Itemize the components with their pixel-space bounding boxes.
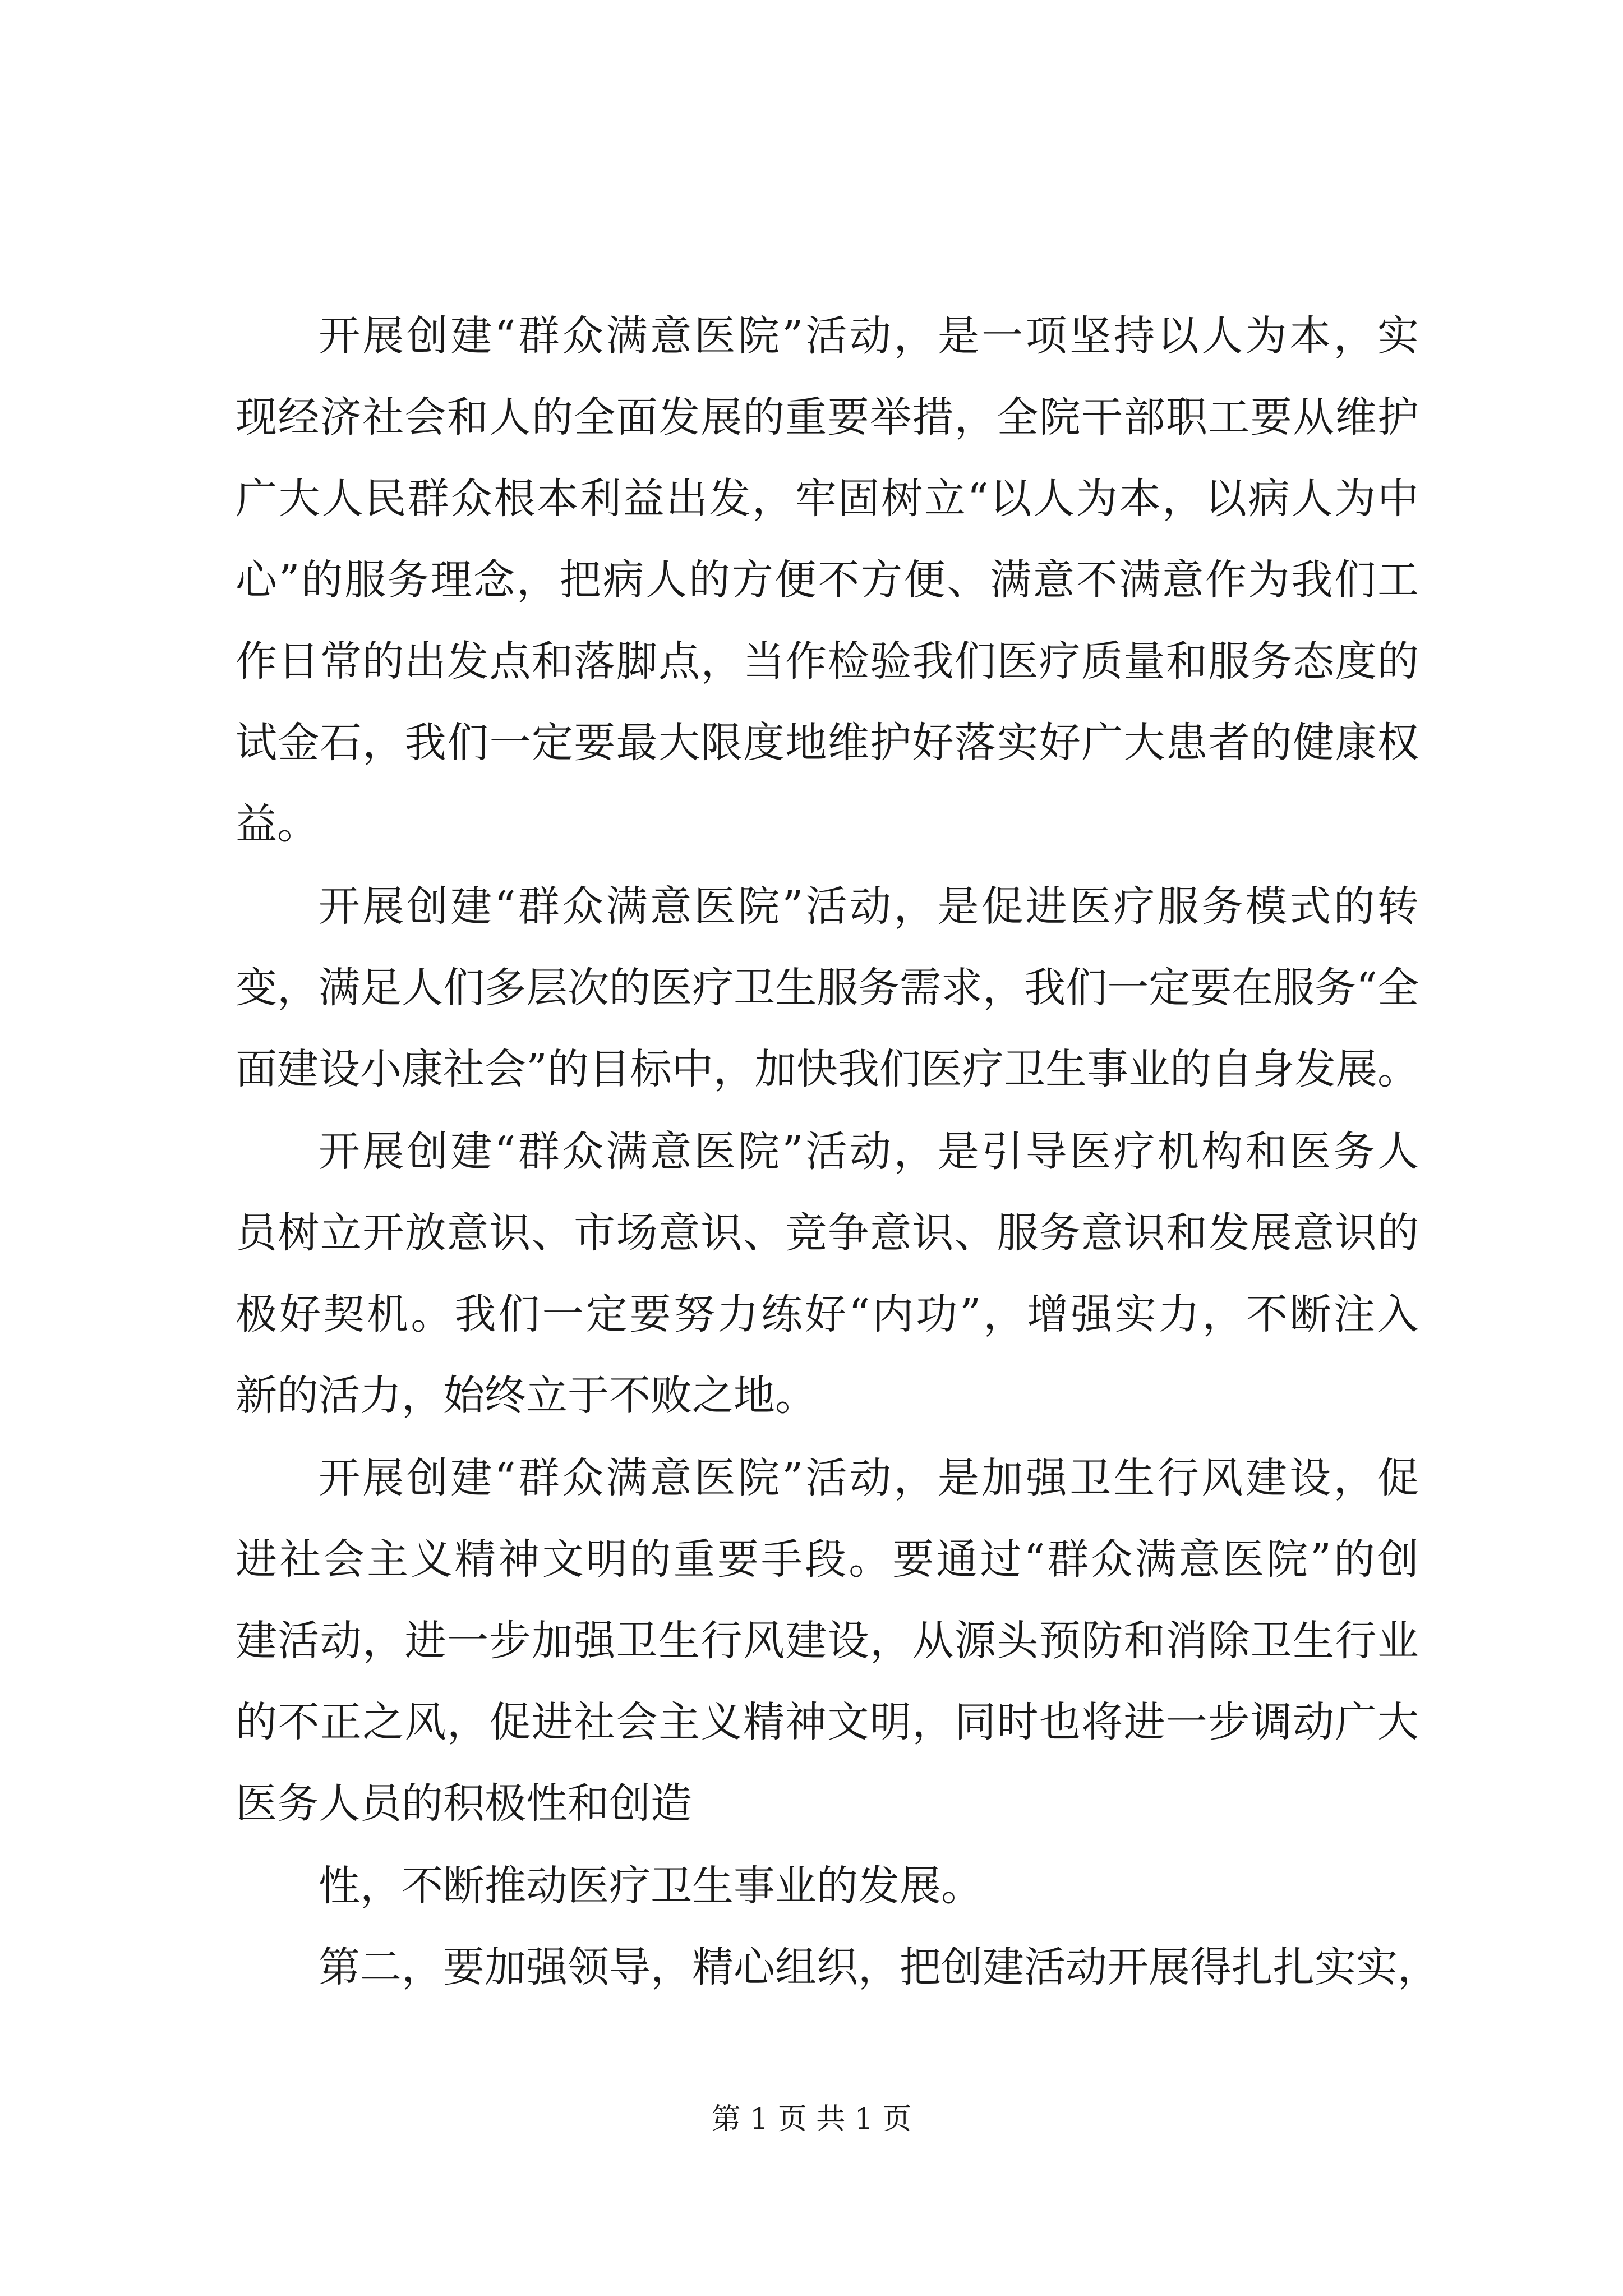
paragraph-5-line-1: 性，不断推动医疗卫生事业的发展。 — [319, 1862, 983, 1910]
paragraph-2-line-1: 开展创建“群众满意医院”活动，是促进医疗服务模式的转 — [319, 882, 1419, 931]
paragraph-1-line-4: 心”的服务理念，把病人的方便不方便、满意不满意作为我们工 — [236, 556, 1419, 604]
paragraph-1-line-7: 益。 — [236, 800, 319, 848]
paragraph-6-line-1: 第二，要加强领导，精心组织，把创建活动开展得扎扎实实， — [319, 1943, 1439, 1991]
paragraph-3-line-4: 新的活力，始终立于不败之地。 — [236, 1372, 817, 1420]
paragraph-1-line-3: 广大人民群众根本利益出发，牢固树立“以人为本，以病人为中 — [236, 475, 1419, 523]
page-number-footer: 第 1 页 共 1 页 — [711, 2102, 912, 2136]
paragraph-1-line-5: 作日常的出发点和落脚点，当作检验我们医疗质量和服务态度的 — [236, 637, 1419, 685]
paragraph-4-line-4: 的不正之风，促进社会主义精神文明，同时也将进一步调动广大 — [236, 1698, 1419, 1746]
paragraph-2-line-2: 变，满足人们多层次的医疗卫生服务需求，我们一定要在服务“全 — [236, 964, 1419, 1012]
paragraph-4-line-1: 开展创建“群众满意医院”活动，是加强卫生行风建设，促 — [319, 1454, 1419, 1502]
paragraph-3-line-1: 开展创建“群众满意医院”活动，是引导医疗机构和医务人 — [319, 1128, 1419, 1176]
paragraph-1-line-6: 试金石，我们一定要最大限度地维护好落实好广大患者的健康权 — [236, 719, 1419, 767]
paragraph-1-line-1: 开展创建“群众满意医院”活动，是一项坚持以人为本，实 — [319, 312, 1419, 360]
paragraph-3-line-3: 极好契机。我们一定要努力练好“内功”，增强实力，不断注入 — [236, 1290, 1419, 1338]
paragraph-4-line-5: 医务人员的积极性和创造 — [236, 1779, 692, 1828]
paragraph-4-line-3: 建活动，进一步加强卫生行风建设，从源头预防和消除卫生行业 — [236, 1617, 1419, 1665]
paragraph-1-line-2: 现经济社会和人的全面发展的重要举措，全院干部职工要从维护 — [236, 393, 1419, 441]
paragraph-4-line-2: 进社会主义精神文明的重要手段。要通过“群众满意医院”的创 — [236, 1535, 1419, 1584]
paragraph-2-line-3: 面建设小康社会”的目标中，加快我们医疗卫生事业的自身发展。 — [236, 1045, 1419, 1093]
paragraph-3-line-2: 员树立开放意识、市场意识、竞争意识、服务意识和发展意识的 — [236, 1209, 1419, 1257]
